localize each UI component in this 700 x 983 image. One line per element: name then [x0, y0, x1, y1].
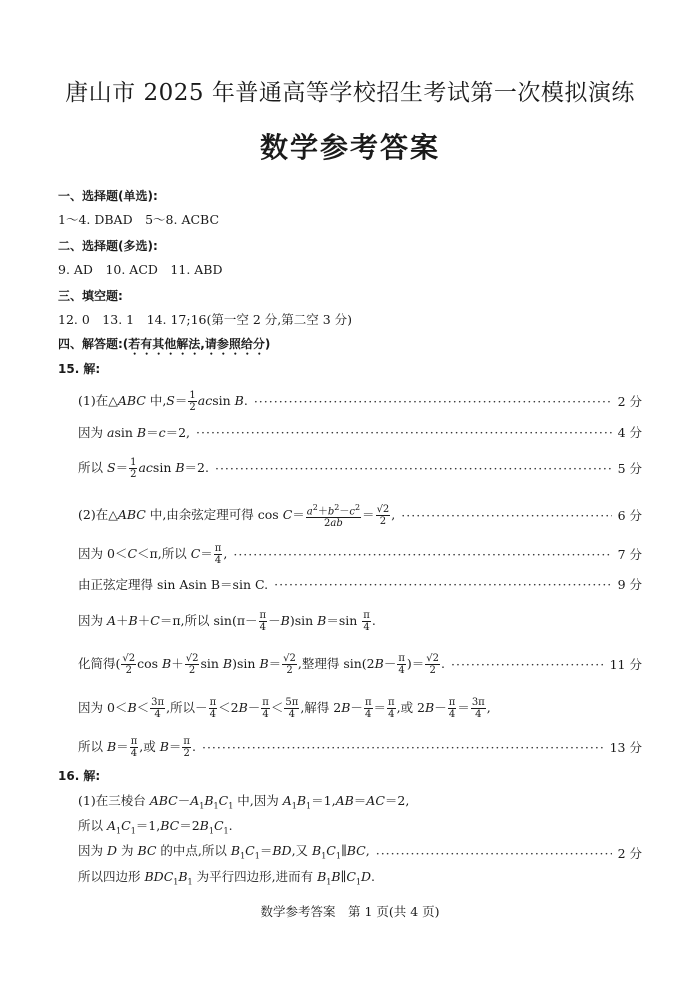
section-heading-fill-blank: 三、填空题:	[58, 289, 123, 303]
fill-blank-answers: 12. 0 13. 1 14. 17;16(第一空 2 分,第二空 3 分)	[58, 312, 353, 327]
exam-title: 唐山市 2025 年普通高等学校招生考试第一次模拟演练	[65, 80, 635, 106]
q15-step-area: (1)在△ABC 中,S＝ $\frac{1}{2}$ acsin B. ····· 2 分	[78, 390, 642, 413]
leader-dots	[376, 846, 612, 862]
leader-dots	[451, 657, 604, 673]
q16-label: 16. 解:	[58, 769, 101, 783]
q15-step-conclusion: 所以 B＝ $\frac{\pi}{4}$ ,或 B＝ $\frac{\pi}{2}$ . ····· 13 分	[78, 736, 642, 759]
score-label: 13 分	[609, 739, 642, 755]
q15-step-angle-sum: 因为 A＋B＋C＝π,所以 sin(π－ $\frac{\pi}{4}$ －B)sin B＝sin $\frac{\pi}{4}$ .	[78, 610, 376, 633]
leader-dots	[274, 577, 611, 593]
q15-step-sine-rule: 由正弦定理得 sin Asin B＝sin C. ····· 9 分	[78, 577, 642, 593]
section-heading-single-choice: 一、选择题(单选):	[58, 189, 158, 203]
leader-dots	[202, 740, 604, 756]
q15-step-cosine-rule: (2)在△ABC 中,由余弦定理可得 cos C＝ $\frac{a^2+b^2-c^2}{2ab}$ ＝ $\frac{√2}{2}$ , ····· 6 分	[78, 502, 642, 529]
q15-step-range: 因为 0＜B＜ $\frac{3\pi}{4}$ ,所以－ $\frac{\pi}{4}$ ＜2B－ $\frac{\pi}{4}$ ＜ $\frac{5\pi}{4}$ ,解得 2B－ $\frac{\pi}{4}$ ＝ $\frac{\pi}{4}$ ,或 2B－ $\frac{\pi}{4}$ ＝ $\frac{3\pi}{4}$ ,	[78, 697, 491, 720]
q15-step-area-result: 所以 S＝ $\frac{1}{2}$ acsin B＝2. ····· 5 分	[78, 457, 642, 480]
score-label: 2 分	[617, 845, 642, 861]
q16-step-setup: (1)在三棱台 $ABC-A_1B_1C_1$ 中,因为 $A_1B_1=1,AB=AC=2$,	[78, 793, 410, 811]
leader-dots	[233, 547, 611, 563]
score-label: 11 分	[609, 656, 642, 672]
q15-step-simplify: 化简得( $\frac{√2}{2}$ cos B＋ $\frac{√2}{2}$ sin B)sin B＝ $\frac{√2}{2}$ ,整理得 sin(2B－ $\frac{\pi}{4}$ )＝ $\frac{√2}{2}$ . ····· 11 分	[78, 653, 642, 676]
score-label: 2 分	[617, 393, 642, 409]
single-choice-answers: 1～4. DBAD 5～8. ACBC	[58, 212, 220, 227]
score-label: 5 分	[617, 460, 642, 476]
score-label: 4 分	[617, 425, 642, 440]
section-heading-solutions: 四、解答题:(若有其他解法,请参照给分)	[58, 337, 271, 351]
score-label: 6 分	[617, 507, 642, 523]
leader-dots	[401, 508, 611, 524]
multi-choice-answers: 9. AD 10. ACD 11. ABD	[58, 262, 223, 277]
leader-dots	[196, 425, 612, 441]
page-footer: 数学参考答案 第 1 页(共 4 页)	[260, 904, 440, 919]
q16-step-parallelogram: 所以四边形 $BDC_1B_1$ 为平行四边形,进而有 $B_1B\parallel C_1D$.	[78, 869, 375, 887]
q15-step-angle-c: 因为 0＜C＜π,所以 C＝ $\frac{\pi}{4}$ , ····· 7 分	[78, 543, 642, 566]
score-label: 9 分	[617, 577, 642, 592]
q15-step-c-value: 因为 asin B＝c＝2, ····· 4 分	[78, 425, 642, 441]
section-heading-multi-choice: 二、选择题(多选):	[58, 239, 158, 253]
q16-step-lengths: 所以 $A_1C_1=1,BC=2B_1C_1$.	[78, 818, 233, 836]
leader-dots	[215, 461, 612, 477]
q16-step-midpoint: 因为 D 为 BC 的中点,所以 $B_1C_1=BD$,又 $B_1C_1\parallel BC$, ····· 2 分	[78, 843, 642, 865]
leader-dots	[254, 394, 612, 410]
page-title: 数学参考答案	[259, 131, 440, 164]
grading-note: 若有其他解法,请参照给分	[128, 337, 265, 351]
score-label: 7 分	[617, 546, 642, 562]
q15-label: 15. 解:	[58, 362, 101, 376]
